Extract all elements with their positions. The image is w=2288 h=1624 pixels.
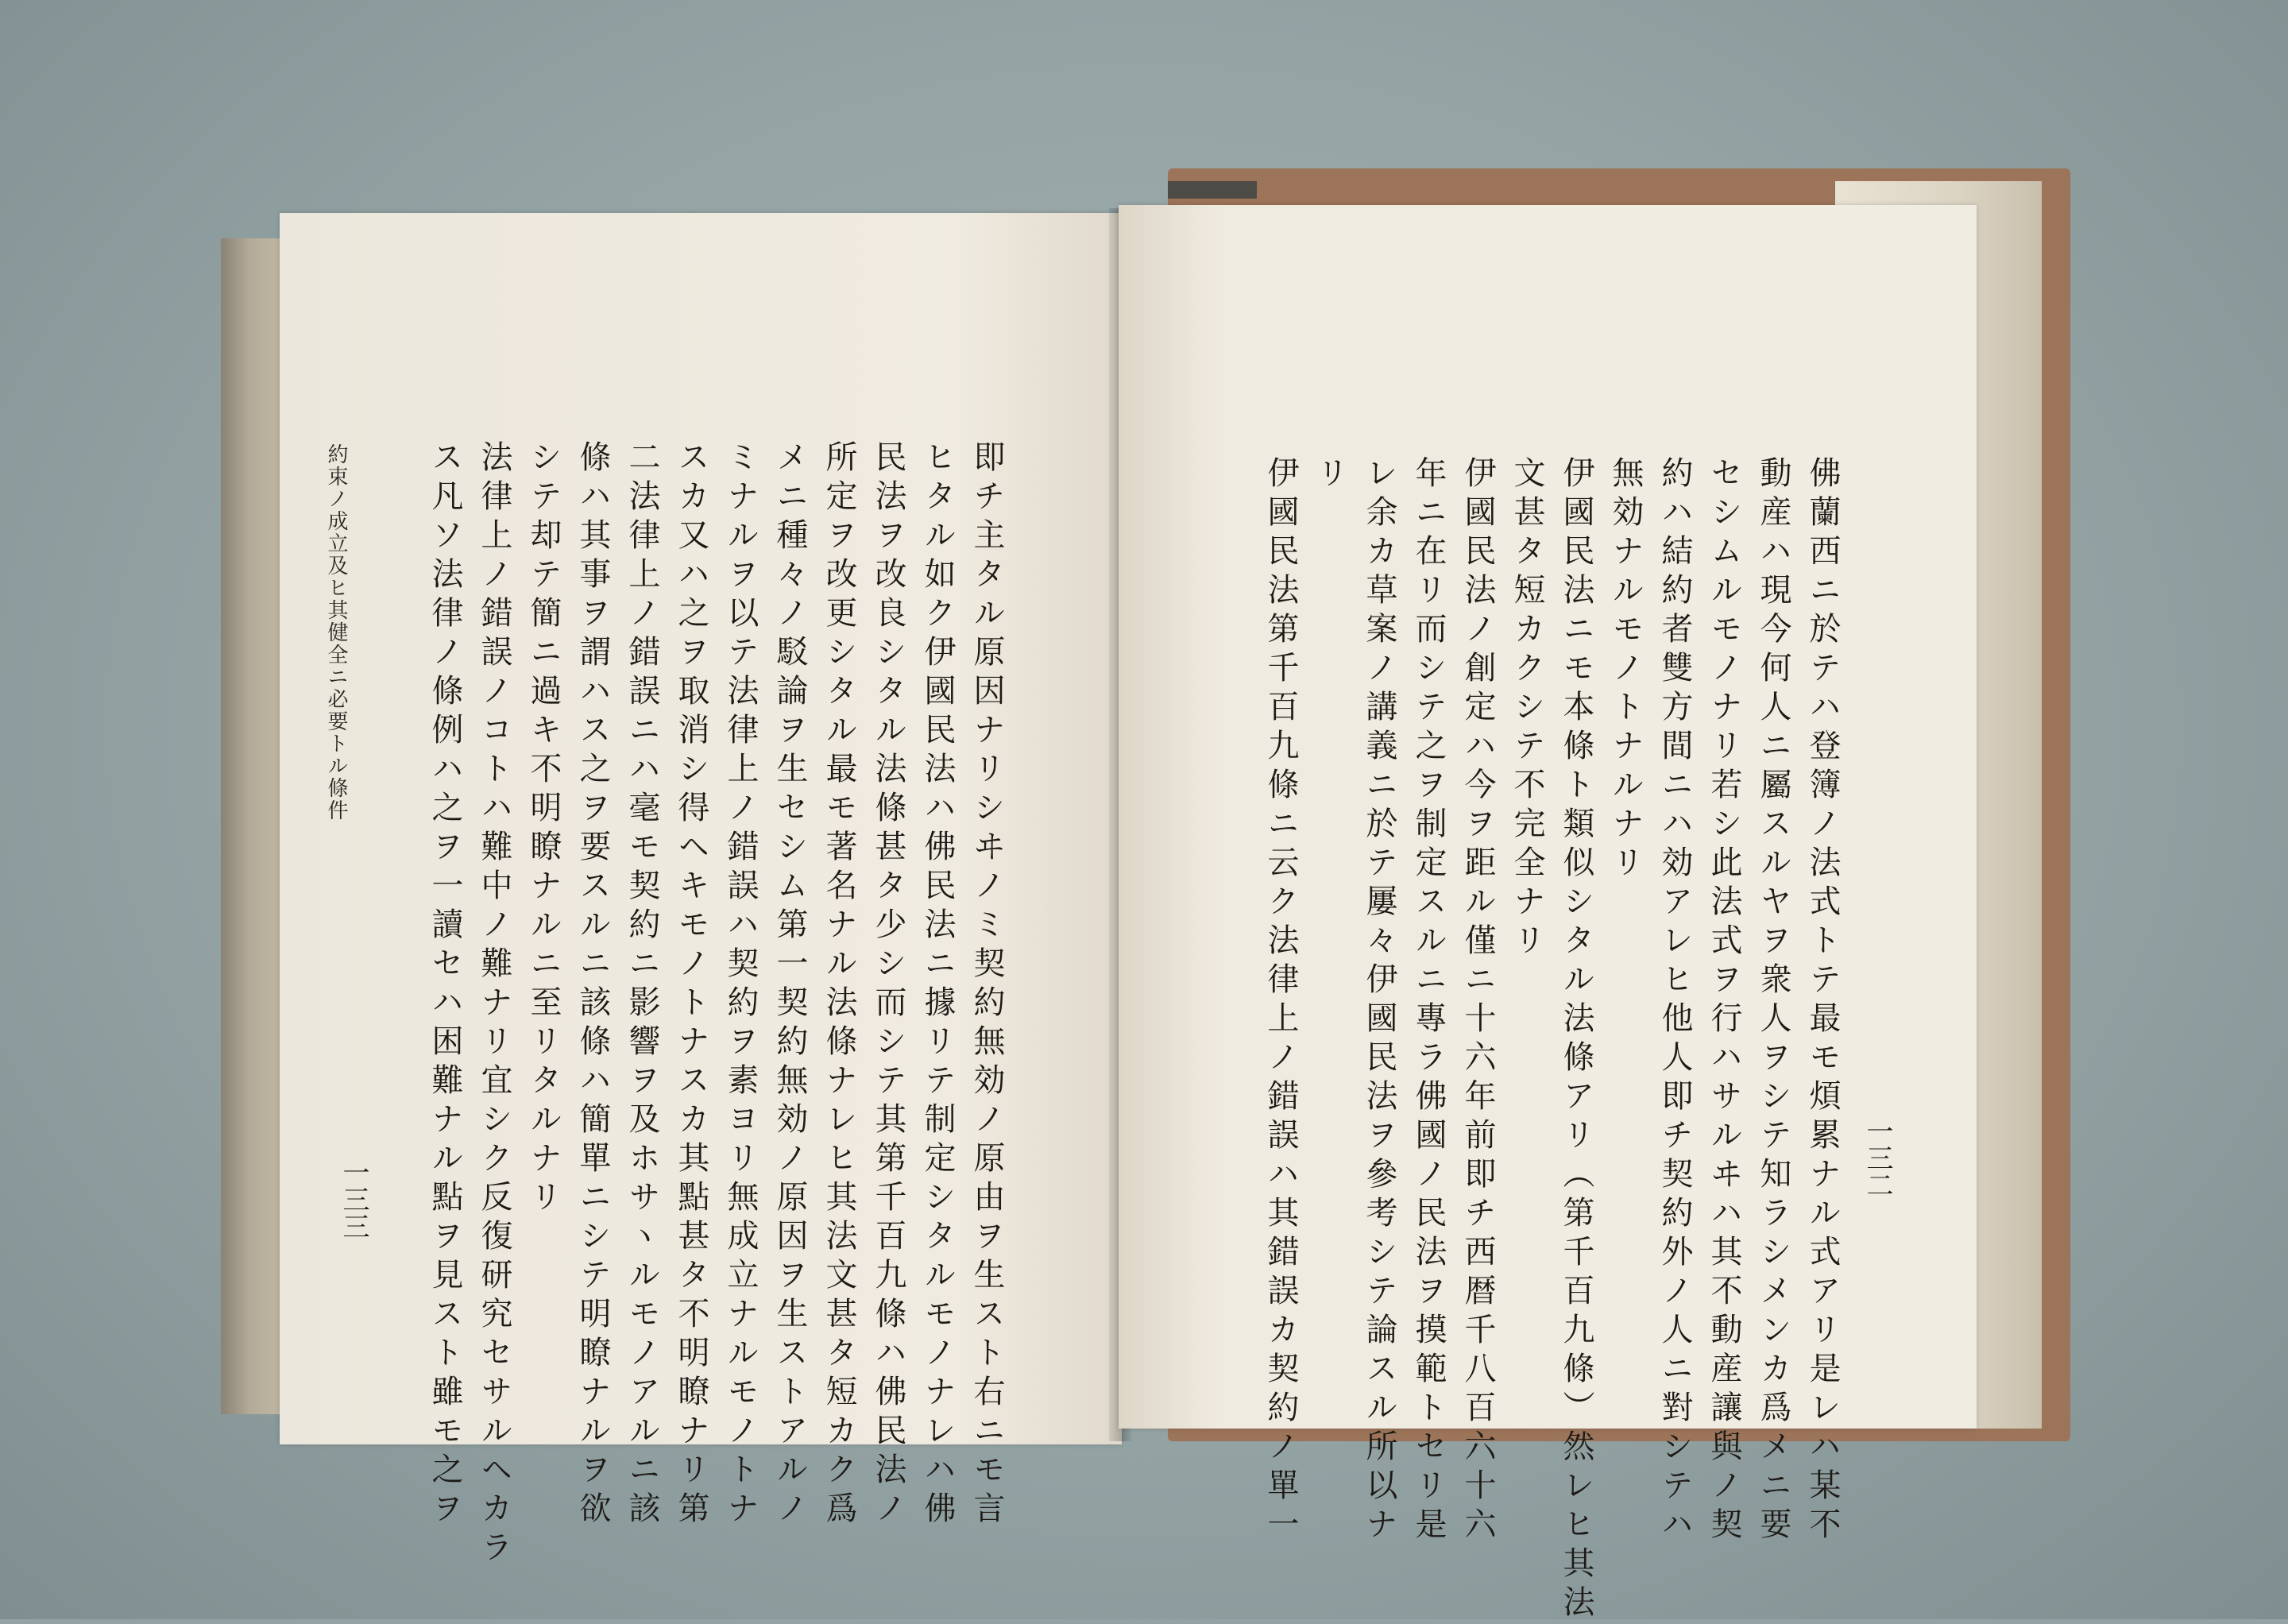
text-column: レ余カ草案ノ講義ニ於テ屢々伊國民法ヲ參考シテ論スル所以ナ — [1361, 456, 1397, 1546]
text-column: スカ又ハ之ヲ取消シ得ヘキモノトナスカ其點甚タ不明瞭ナリ第 — [673, 440, 709, 1530]
text-column: 伊國民法ニモ本條ト類似シタル法條アリ（第千百九條）然レヒ其法 — [1558, 456, 1594, 1624]
spine-strap-top — [1168, 181, 1257, 199]
text-column: 動産ハ現今何人ニ屬スルヤヲ衆人ヲシテ知ラシメンカ爲メニ要 — [1755, 456, 1791, 1546]
text-column: 伊國民法第千百九條ニ云ク法律上ノ錯誤ハ其錯誤カ契約ノ單一 — [1262, 456, 1299, 1546]
text-column: ス凡ソ法律ノ條例ハ之ヲ一讀セハ困難ナル點ヲ見スト雖モ之ヲ — [427, 440, 463, 1530]
text-column: ヒタル如ク伊國民法ハ佛民法ニ據リテ制定シタルモノナレハ佛 — [919, 440, 956, 1530]
text-column: 伊國民法ノ創定ハ今ヲ距ル僅ニ十六年前即チ西暦千八百六十六 — [1459, 456, 1496, 1546]
text-column: メニ種々ノ駁論ヲ生セシム第一契約無効ノ原因ヲ生ストアルノ — [771, 440, 808, 1530]
text-column: リ — [1312, 456, 1348, 495]
text-column: 佛蘭西ニ於テハ登簿ノ法式トテ最モ煩累ナル式アリ是レハ某不 — [1804, 456, 1841, 1546]
text-column: 條ハ其事ヲ謂ハス之ヲ要スルニ該條ハ簡單ニシテ明瞭ナルヲ欲 — [574, 440, 611, 1530]
page-number: 一三三 — [338, 1158, 369, 1239]
text-column: 無効ナルモノトナルナリ — [1607, 456, 1644, 884]
text-column: 年ニ在リ而シテ之ヲ制定スルニ專ラ佛國ノ民法ヲ摸範トセリ是 — [1410, 456, 1447, 1546]
left-page — [280, 213, 1122, 1569]
text-column: 即チ主タル原因ナリシヰノミ契約無効ノ原由ヲ生スト右ニモ言 — [968, 440, 1005, 1530]
text-column: 民法ヲ改良シタル法條甚タ少シ而シテ其第千百九條ハ佛民法ノ — [870, 440, 906, 1530]
text-column: 二法律上ノ錯誤ニハ毫モ契約ニ影響ヲ及ホサヽルモノアルニ該 — [624, 440, 660, 1530]
text-column: ミナルヲ以テ法律上ノ錯誤ハ契約ヲ素ヨリ無成立ナルモノトナ — [722, 440, 759, 1530]
text-column: 文甚タ短カクシテ不完全ナリ — [1509, 456, 1545, 962]
page-number: 一三二 — [1861, 1117, 1893, 1198]
text-column: セシムルモノナリ若シ此法式ヲ行ハサルヰハ其不動産讓與ノ契 — [1706, 456, 1742, 1546]
running-header: 約束ノ成立及ヒ其健全ニ必要トル條件 — [324, 443, 348, 822]
text-column: 法律上ノ錯誤ノコトハ難中ノ難ナリ宜シク反復研究セサルヘカラ — [476, 440, 512, 1569]
text-column: シテ却テ簡ニ過キ不明瞭ナルニ至リタルナリ — [525, 440, 562, 1219]
right-page — [1119, 205, 1977, 1624]
text-column: 所定ヲ改更シタル最モ著名ナル法條ナレヒ其法文甚タ短カク爲 — [821, 440, 857, 1530]
text-column: 約ハ結約者雙方間ニハ効アレヒ他人即チ契約外ノ人ニ對シテハ — [1656, 456, 1693, 1546]
